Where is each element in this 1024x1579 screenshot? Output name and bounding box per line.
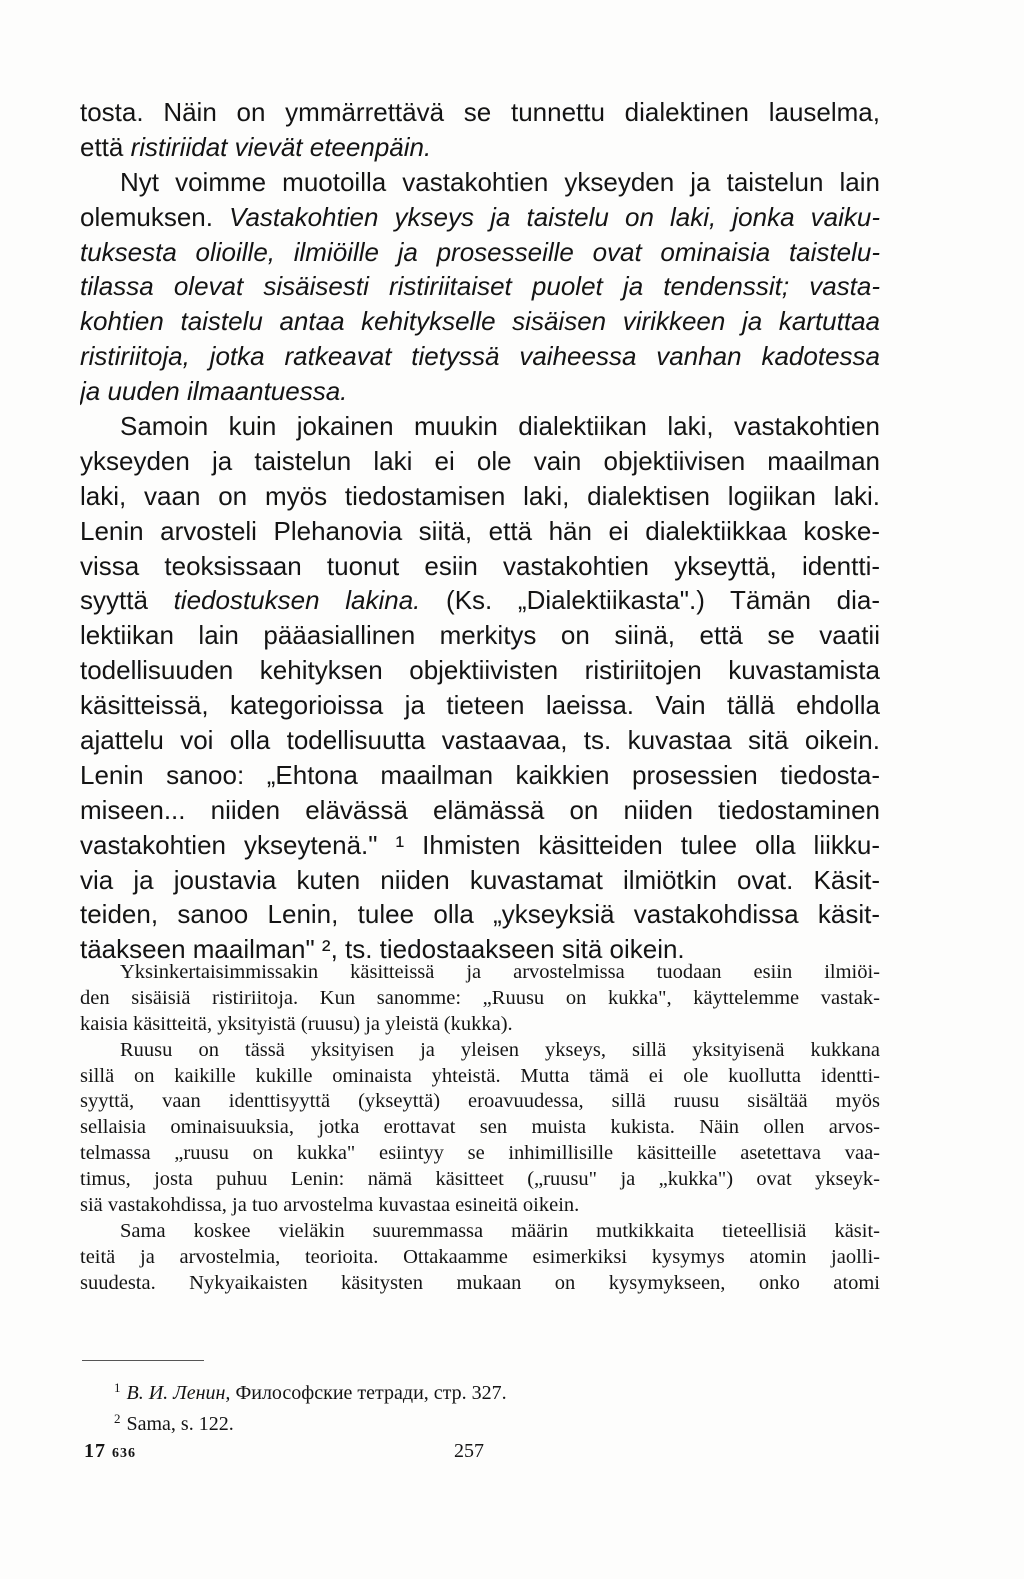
page-number: 257 bbox=[454, 1440, 484, 1462]
main-text-block bbox=[80, 95, 880, 967]
text-run: että bbox=[80, 131, 131, 162]
italic-run: ristiriidat vievät eteenpäin. bbox=[130, 131, 432, 162]
small-text-line: sillä on kaikille kukille ominaista yhteistä. Mutta tämä ei ole kuollutta identti- bbox=[80, 1064, 880, 1087]
footnote-2 bbox=[114, 1406, 814, 1437]
text-line: todellisuuden kehityksen objektiivisten ristiriitojen kuvastamista bbox=[80, 655, 880, 686]
small-text-line: kaisia käsitteitä, yksityistä (ruusu) ja yleistä (kukka). bbox=[80, 1012, 513, 1035]
text-line: ristiriitoja, jotka ratkeavat tietyssä vaiheessa vanhan kadotessa bbox=[80, 341, 880, 372]
text-line: laki, vaan on myös tiedostamisen laki, dialektisen logiikan laki. bbox=[80, 480, 880, 511]
text-line bbox=[80, 583, 880, 618]
text-line bbox=[80, 130, 880, 165]
text-run: (Ks. „Dialektiikasta".) Tämän dia- bbox=[420, 585, 880, 616]
small-text-line: suudesta. Nykyaikaisten käsitysten mukaan on kysymykseen, onko atomi bbox=[80, 1271, 880, 1294]
page-footer bbox=[84, 1440, 804, 1470]
footnote-1 bbox=[114, 1375, 814, 1406]
text-run: olemuksen. bbox=[80, 201, 230, 232]
text-line: ajattelu voi olla todellisuutta vastaavaa, ts. kuvastaa sitä oikein. bbox=[80, 725, 880, 756]
small-text-line: siä vastakohdissa, ja tuo arvostelma kuvastaa esineitä oikein. bbox=[80, 1194, 580, 1217]
footnote-marker: 2 bbox=[114, 1411, 121, 1426]
text-line: vissa teoksissaan tuonut esiin vastakohtien ykseyttä, identti- bbox=[80, 550, 880, 581]
text-line: tosta. Näin on ymmärrettävä se tunnettu dialektinen lauselma, bbox=[80, 97, 880, 127]
text-line: miseen... niiden elävässä elämässä on niiden tiedostaminen bbox=[80, 794, 880, 825]
small-text-line: Yksinkertaisimmissakin käsitteissä ja arvostelmissa tuodaan esiin ilmiöi- bbox=[120, 961, 880, 983]
text-line: ja uuden ilmaantuessa. bbox=[80, 376, 348, 407]
text-line: Lenin arvosteli Plehanovia siitä, että hän ei dialektiikkaa koske- bbox=[80, 515, 880, 546]
footnote-marker: 1 bbox=[114, 1380, 121, 1395]
footnotes bbox=[114, 1375, 814, 1437]
small-text-line: Ruusu on tässä yksityisen ja yleisen ykseys, sillä yksityisenä kukkana bbox=[120, 1038, 880, 1061]
footnote-text: Sama, s. 122. bbox=[126, 1413, 234, 1435]
text-line bbox=[80, 200, 880, 235]
small-text-line: teitä ja arvostelmia, teorioita. Ottakaamme esimerkiksi kysymys atomin jaolli- bbox=[80, 1245, 880, 1268]
small-text-line: syyttä, vaan identtisyyttä (ykseyttä) eroavuudessa, sillä ruusu sisältää myös bbox=[80, 1090, 880, 1113]
footnote-text: Философские тетради, стр. 327. bbox=[230, 1382, 507, 1404]
footnote-author: В. И. Ленин, bbox=[126, 1382, 231, 1404]
small-print-block bbox=[80, 960, 880, 1297]
text-line: kohtien taistelu antaa kehitykselle sisäisen virikkeen ja kartuttaa bbox=[80, 306, 880, 337]
text-line: via ja joustavia kuten niiden kuvastamat ilmiötkin ovat. Käsit- bbox=[80, 864, 880, 895]
small-text-line: Sama koskee vieläkin suuremmassa määrin mutkikkaita tieteellisiä käsit- bbox=[120, 1219, 880, 1242]
text-line: tilassa olevat sisäisesti ristiriitaiset puolet ja tendenssit; vasta- bbox=[80, 271, 880, 302]
signature-code: 636 bbox=[112, 1446, 136, 1461]
small-text-line: den sisäisiä ristiriitoja. Kun sanomme: „Ruusu on kukka", käyttelemme vastak- bbox=[80, 986, 880, 1009]
text-line: Nyt voimme muotoilla vastakohtien ykseyden ja taistelun lain bbox=[120, 166, 880, 197]
text-line: käsitteissä, kategorioissa ja tieteen laeissa. Vain tällä ehdolla bbox=[80, 690, 880, 721]
footnote-divider bbox=[82, 1360, 204, 1361]
text-line: Lenin sanoo: „Ehtona maailman kaikkien prosessien tiedosta- bbox=[80, 759, 880, 790]
small-text-line: timus, josta puhuu Lenin: nämä käsitteet („ruusu" ja „kukka") ovat ykseyk- bbox=[80, 1168, 880, 1191]
italic-run: tiedostuksen lakina. bbox=[173, 585, 421, 616]
text-line: täakseen maailman" ², ts. tiedostaakseen sitä oikein. bbox=[80, 934, 685, 965]
text-line: ykseyden ja taistelun laki ei ole vain objektiivisen maailman bbox=[80, 445, 880, 476]
text-line: lektiikan lain pääasiallinen merkitys on siinä, että se vaatii bbox=[80, 620, 880, 651]
signature-number: 17 bbox=[84, 1440, 106, 1462]
text-line: vastakohtien ykseytenä." ¹ Ihmisten käsitteiden tulee olla liikku- bbox=[80, 829, 880, 860]
text-line: Samoin kuin jokainen muukin dialektiikan laki, vastakohtien bbox=[120, 411, 880, 442]
text-run: syyttä bbox=[80, 585, 174, 616]
text-line: teiden, sanoo Lenin, tulee olla „ykseyksiä vastakohdissa käsit- bbox=[80, 899, 880, 930]
small-text-line: sellaisia ominaisuuksia, jotka erottavat sen muista kukista. Näin ollen arvos- bbox=[80, 1116, 880, 1139]
italic-run: Vastakohtien ykseys ja taistelu on laki, jonka vaiku- bbox=[229, 201, 880, 232]
small-text-line: telmassa „ruusu on kukka" esiintyy se inhimillisille käsitteille asetettava vaa- bbox=[80, 1142, 880, 1165]
printer-signature bbox=[84, 1440, 136, 1463]
text-line: tuksesta olioille, ilmiöille ja prosesseille ovat ominaisia taistelu- bbox=[80, 236, 880, 267]
